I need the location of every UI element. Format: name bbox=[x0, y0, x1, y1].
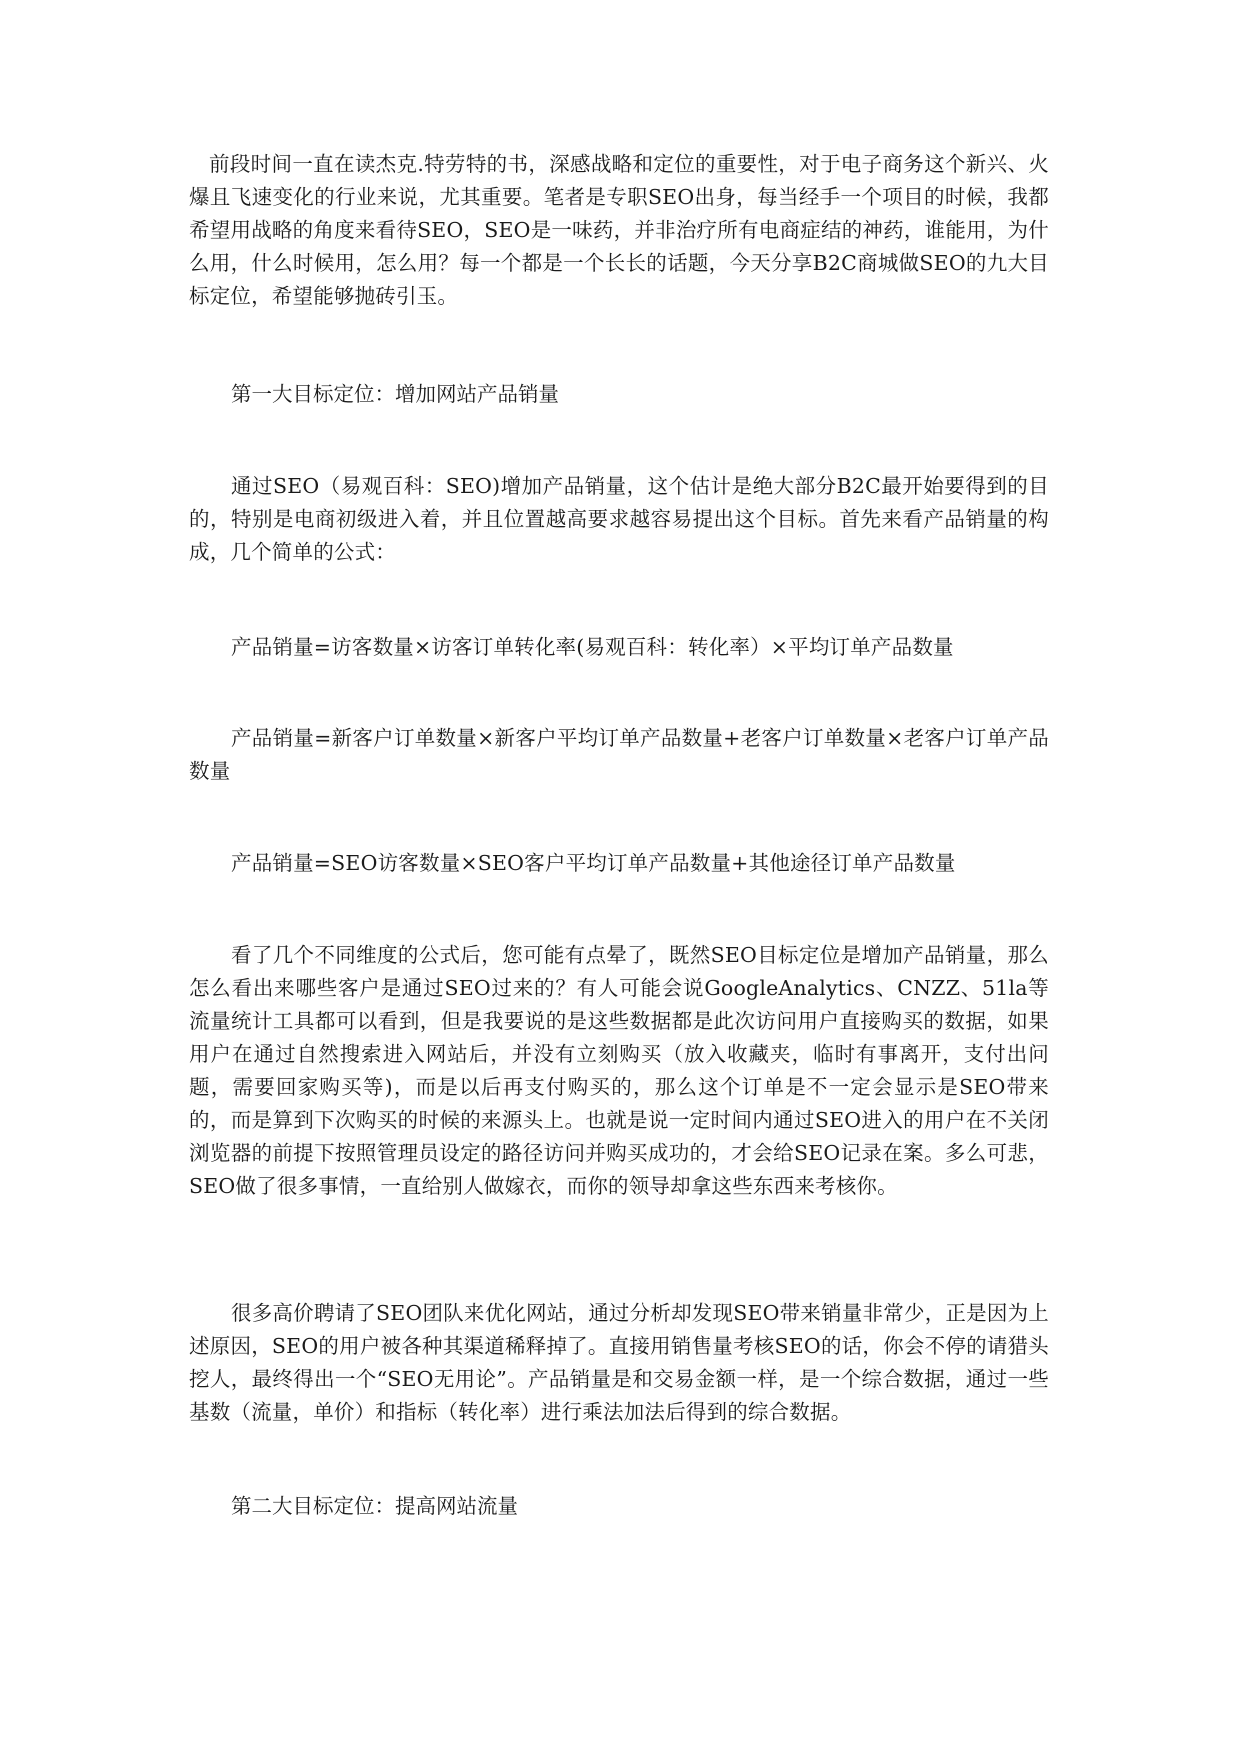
paragraph-analysis: 看了几个不同维度的公式后，您可能有点晕了，既然SEO目标定位是增加产品销量，那么怎么看出来哪些客户是通过SEO过来的？有人可能会说GoogleAnalytics、CNZZ、51la等流量统计工具都可以看到，但是我要说的是这些数据都是此次访问用户直接购买的数据，如果用户在通过自然搜索进入网站后，并没有立刻购买（放入收藏夹，临时有事离开，支付出问题，需要回家购买等)，而是以后再支付购买的，那么这个订单是不一定会显示是SEO带来的，而是算到下次购买的时候的来源头上。也就是说一定时间内通过SEO进入的用户在不关闭浏览器的前提下按照管理员设定的路径访问并购买成功的，才会给SEO记录在案。多么可悲，SEO做了很多事情，一直给别人做嫁衣，而你的领导却拿这些东西来考核你。 bbox=[189, 943, 1049, 1198]
intro-paragraph: 前段时间一直在读杰克.特劳特的书，深感战略和定位的重要性，对于电子商务这个新兴、火爆且飞速变化的行业来说，尤其重要。笔者是专职SEO出身，每当经手一个项目的时候，我都希望用战略的角度来看待SEO，SEO是一味药，并非治疗所有电商症结的神药，谁能用，为什么用，什么时候用，怎么用？每一个都是一个长长的话题，今天分享B2C商城做SEO的九大目标定位，希望能够抛砖引玉。 bbox=[189, 152, 1049, 308]
formula-3: 产品销量=SEO访客数量×SEO客户平均订单产品数量+其他途径订单产品数量 bbox=[231, 851, 956, 875]
section-heading-2: 第二大目标定位：提高网站流量 bbox=[231, 1494, 518, 1518]
formula-1: 产品销量=访客数量×访客订单转化率(易观百科：转化率）×平均订单产品数量 bbox=[231, 635, 954, 659]
section-heading-1: 第一大目标定位：增加网站产品销量 bbox=[231, 382, 559, 406]
paragraph-seo-sales: 通过SEO（易观百科：SEO)增加产品销量，这个估计是绝大部分B2C最开始要得到的目的，特别是电商初级进入着，并且位置越高要求越容易提出这个目标。首先来看产品销量的构成，几个简单的公式： bbox=[189, 474, 1049, 564]
formula-2: 产品销量=新客户订单数量×新客户平均订单产品数量+老客户订单数量×老客户订单产品数量 bbox=[189, 726, 1049, 783]
paragraph-seo-team: 很多高价聘请了SEO团队来优化网站，通过分析却发现SEO带来销量非常少，正是因为上述原因，SEO的用户被各种其渠道稀释掉了。直接用销售量考核SEO的话，你会不停的请猎头挖人，最终得出一个“SEO无用论”。产品销量是和交易金额一样，是一个综合数据，通过一些基数（流量，单价）和指标（转化率）进行乘法加法后得到的综合数据。 bbox=[189, 1301, 1049, 1424]
